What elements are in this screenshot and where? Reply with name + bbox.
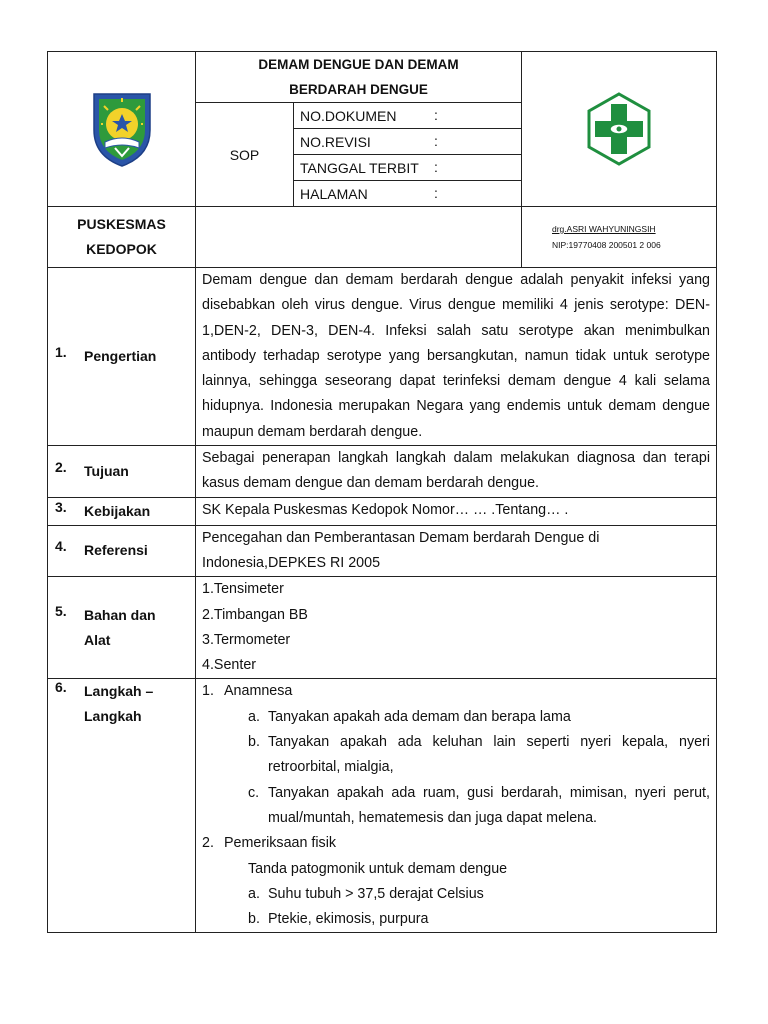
section-number: 3. [55, 498, 67, 515]
puskesmas-cross-icon [586, 92, 652, 166]
item-text: Tanyakan apakah ada demam dan berapa lama [268, 708, 571, 725]
item-marker: a. [248, 708, 260, 725]
alat-item: 1.Tensimeter [202, 581, 284, 598]
section-5-label [48, 577, 196, 679]
section-number: 6. [55, 679, 67, 696]
item-text: Tanyakan apakah ada keluhan lain seperti nyeri kepala, nyeri retroorbital, mialgia, [268, 734, 710, 776]
step-marker: 1. [202, 683, 214, 700]
alat-item: 3.Termometer [202, 631, 291, 648]
meta-tanggal-terbit [294, 155, 522, 181]
section-number: 5. [55, 602, 67, 619]
sop-label: SOP [196, 103, 294, 207]
meta-label: TANGGAL TERBIT [300, 159, 419, 176]
step-2-item [202, 882, 710, 907]
meta-label: NO.DOKUMEN [300, 107, 397, 124]
section-title [84, 603, 156, 653]
section-1-content [196, 268, 717, 446]
section-number: 4. [55, 538, 67, 555]
section-5-content [196, 577, 717, 679]
section-6-label [48, 679, 196, 933]
signature-block [522, 207, 717, 268]
meta-label: NO.REVISI [300, 133, 371, 150]
signer-nip: NIP:19770408 200501 2 006 [552, 240, 661, 250]
pengertian-text: Demam dengue dan demam berdarah dengue adalah penyakit infeksi yang disebabkan oleh virus dengue. Virus dengue memiliki 4 jenis serotype: DEN-1,DEN-2, DEN-3, DEN-4. Infeksi salah satu serotype akan menimbulkan antibody terhadap serotype yang bersangkutan, namun tidak untuk serotype lainnya, sehingga seseorang dapat terinfeksi demam dengue 4 kali selama hidupnya. Indonesia merupakan Negara yang endemis untuk demam dengue maupun demam berdarah dengue. [202, 272, 710, 440]
section-2-content [196, 446, 717, 498]
meta-no-dokumen [294, 103, 522, 129]
step-title: Anamnesa [224, 683, 293, 700]
step-2 [202, 831, 710, 856]
section-title: Referensi [84, 542, 148, 559]
section-3-content [196, 497, 717, 525]
section-number: 2. [55, 458, 67, 475]
emblem-cell [48, 52, 196, 207]
section-title-line-1: Bahan dan [84, 606, 156, 623]
section-number: 1. [55, 344, 67, 361]
org-line-2: KEDOPOK [86, 241, 157, 257]
title-line-2: BERDARAH DENGUE [289, 82, 428, 97]
item-text: Tanyakan apakah ada ruam, gusi berdarah, mimisan, nyeri perut, mual/muntah, hematemesis dan juga dapat melena. [268, 784, 710, 826]
item-marker: b. [248, 734, 260, 751]
step-title: Pemeriksaan fisik [224, 835, 337, 852]
meta-colon: : [434, 185, 438, 201]
section-3-label [48, 497, 196, 525]
section-4-label [48, 525, 196, 577]
section-title: Tujuan [84, 462, 129, 479]
step-1-item [202, 781, 710, 832]
item-text: Suhu tubuh > 37,5 derajat Celsius [268, 885, 484, 902]
section-title: Kebijakan [84, 502, 151, 519]
org-line-1: PUSKESMAS [77, 216, 166, 232]
step-2-subtitle: Tanda patogmonik untuk demam dengue [248, 860, 508, 877]
referensi-line-1: Pencegahan dan Pemberantasan Demam berdarah Dengue di [202, 529, 600, 546]
regency-emblem-icon [91, 90, 153, 168]
section-title-line-2: Alat [84, 631, 111, 648]
section-1-label [48, 268, 196, 446]
section-2-label [48, 446, 196, 498]
meta-halaman [294, 181, 522, 207]
step-1-item [202, 705, 710, 730]
item-marker: c. [248, 784, 260, 801]
alat-item: 2.Timbangan BB [202, 606, 308, 623]
step-1 [202, 679, 710, 704]
puskesmas-logo-cell [522, 52, 717, 207]
section-title: Pengertian [84, 348, 157, 365]
meta-colon: : [434, 159, 438, 175]
section-6-content [196, 679, 717, 933]
title-line-1: DEMAM DENGUE DAN DEMAM [258, 57, 459, 72]
section-title-line-1: Langkah – [84, 683, 154, 700]
meta-colon: : [434, 133, 438, 149]
step-1-item [202, 730, 710, 781]
section-title-line-2: Langkah [84, 708, 142, 725]
step-marker: 2. [202, 835, 214, 852]
meta-no-revisi [294, 129, 522, 155]
kebijakan-text: SK Kepala Puskesmas Kedopok Nomor… … .Tentang… . [202, 501, 569, 518]
tujuan-text: Sebagai penerapan langkah langkah dalam melakukan diagnosa dan terapi kasus demam dengue dan demam berdarah dengue. [202, 450, 710, 492]
item-text: Ptekie, ekimosis, purpura [268, 911, 429, 928]
meta-colon: : [434, 107, 438, 123]
meta-label: HALAMAN [300, 185, 368, 202]
step-2-item [202, 907, 710, 932]
organization-name [48, 207, 196, 268]
section-4-content [196, 525, 717, 577]
alat-item: 4.Senter [202, 657, 257, 674]
signer-name: drg.ASRI WAHYUNINGSIH [552, 224, 656, 234]
referensi-line-2: Indonesia,DEPKES RI 2005 [202, 554, 381, 571]
document-title [196, 52, 522, 103]
sop-table [47, 51, 717, 933]
item-marker: a. [248, 885, 260, 902]
item-marker: b. [248, 911, 260, 928]
blank-cell [196, 207, 522, 268]
section-title [84, 679, 153, 729]
